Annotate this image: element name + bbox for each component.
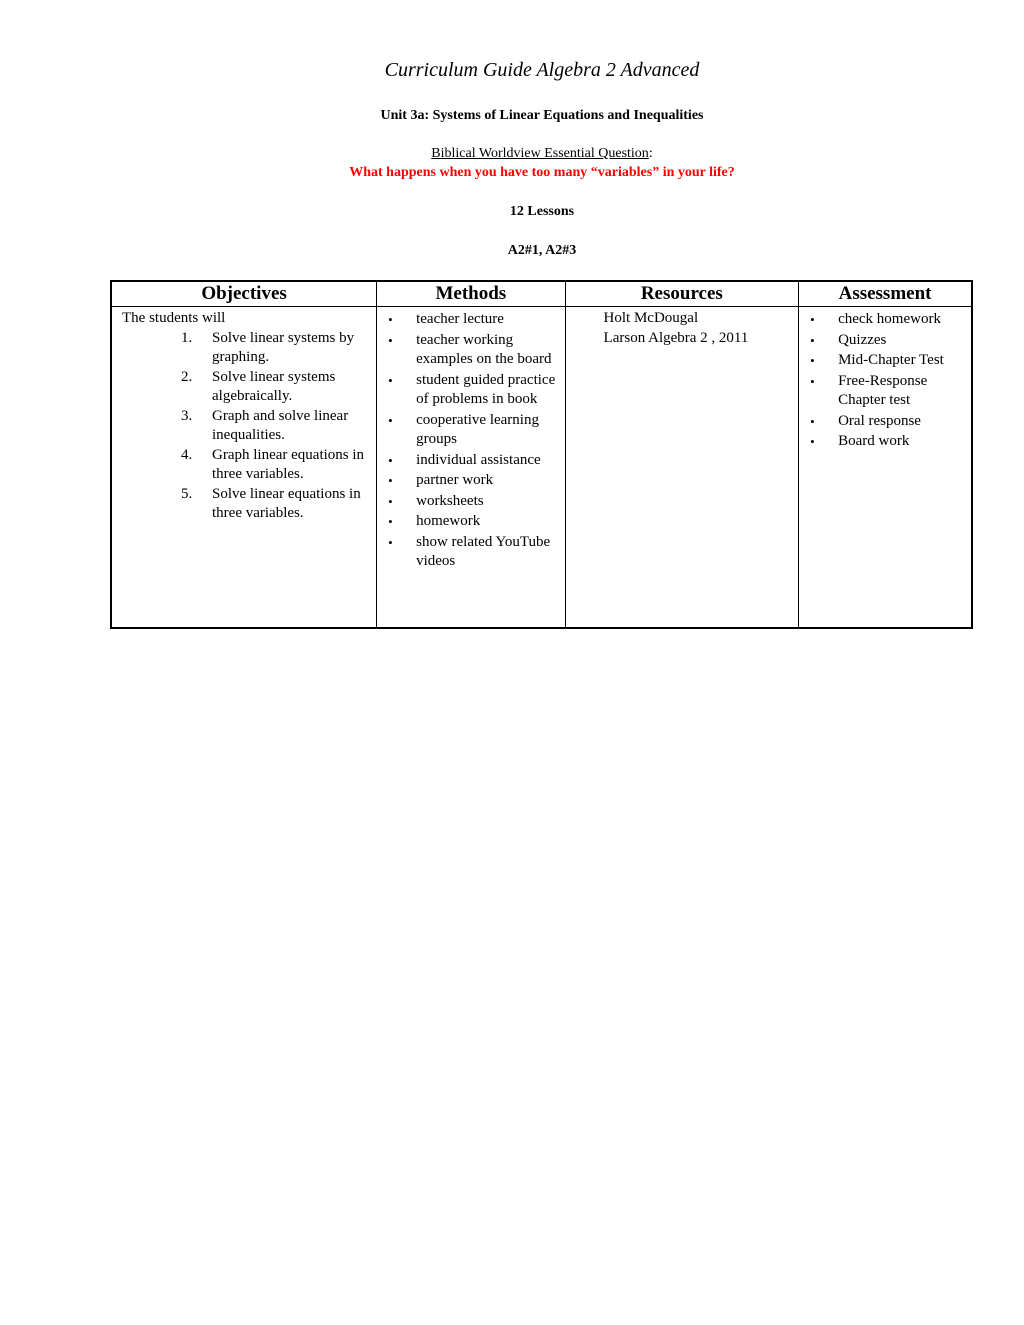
header-assessment: Assessment xyxy=(799,281,972,307)
resource-line: Holt McDougal xyxy=(603,310,699,326)
assessment-text: Oral response xyxy=(838,412,921,429)
header-methods: Methods xyxy=(377,281,565,307)
bullet-icon: • xyxy=(388,473,393,488)
method-text: student guided practice of problems in book xyxy=(416,371,556,407)
resources-cell xyxy=(565,307,799,629)
objective-number: 3. xyxy=(181,407,193,424)
assessment-item xyxy=(799,412,968,432)
bullet-icon: • xyxy=(810,373,815,389)
objective-number: 4. xyxy=(181,446,193,463)
method-item xyxy=(377,451,564,471)
objective-number: 2. xyxy=(181,368,193,385)
objective-item xyxy=(112,329,368,368)
method-text: homework xyxy=(416,513,481,529)
objective-text: Graph and solve linear inequalities. xyxy=(212,407,349,443)
objective-item xyxy=(112,485,368,524)
objective-text: Solve linear systems by graphing. xyxy=(212,329,355,365)
objectives-list xyxy=(112,329,376,524)
method-item xyxy=(377,512,564,532)
header-resources: Resources xyxy=(565,281,799,307)
method-text: teacher lecture xyxy=(416,311,504,327)
lessons-count: 12 Lessons xyxy=(509,204,575,219)
assessment-text: check homework xyxy=(838,311,941,327)
worldview-question: What happens when you have too many “variables” in your life? xyxy=(349,165,735,180)
assessment-item xyxy=(799,351,968,371)
bullet-icon: • xyxy=(388,412,393,428)
method-item xyxy=(377,471,564,491)
objectives-intro: The students will xyxy=(122,310,226,326)
worldview-colon: : xyxy=(648,146,653,161)
bullet-icon: • xyxy=(388,534,393,550)
method-text: partner work xyxy=(416,472,494,488)
bullet-icon: • xyxy=(388,493,393,509)
bullet-icon: • xyxy=(388,514,393,529)
methods-list xyxy=(377,307,564,572)
objective-item xyxy=(112,446,368,485)
objective-item xyxy=(112,368,368,407)
bullet-icon: • xyxy=(388,312,393,327)
method-text: teacher working examples on the board xyxy=(416,331,552,367)
assessment-item xyxy=(799,331,968,351)
objective-text: Solve linear systems algebraically. xyxy=(212,368,336,404)
bullet-icon: • xyxy=(810,312,815,327)
bullet-icon: • xyxy=(388,332,393,348)
method-item xyxy=(377,533,564,572)
method-item xyxy=(377,411,564,450)
assessment-item xyxy=(799,310,968,330)
assessment-text: Board work xyxy=(838,433,910,449)
header-objectives: Objectives xyxy=(111,281,377,307)
bullet-icon: • xyxy=(388,452,393,468)
objectives-cell xyxy=(111,307,377,629)
bullet-icon: • xyxy=(810,353,815,368)
bullet-icon: • xyxy=(810,413,815,429)
table-header-row xyxy=(111,281,972,307)
method-item xyxy=(377,371,564,410)
objective-text: Graph linear equations in three variables. xyxy=(212,446,365,482)
assessment-item xyxy=(799,372,968,411)
assessment-text: Quizzes xyxy=(838,331,887,348)
method-item xyxy=(377,310,564,330)
curriculum-table xyxy=(110,280,973,629)
table-body-row xyxy=(111,307,972,629)
assessment-list xyxy=(799,307,971,452)
methods-cell xyxy=(377,307,565,629)
objective-number: 5. xyxy=(181,485,193,502)
resource-line: Larson Algebra 2 , 2011 xyxy=(603,329,749,346)
bullet-icon: • xyxy=(388,372,393,388)
resources-text xyxy=(566,307,799,348)
objective-number: 1. xyxy=(181,329,193,346)
method-text: cooperative learning groups xyxy=(416,411,539,447)
assessment-item xyxy=(799,432,968,452)
bullet-icon: • xyxy=(810,434,815,449)
assessment-cell xyxy=(799,307,972,629)
bullet-icon: • xyxy=(810,332,815,348)
objective-text: Solve linear equations in three variables. xyxy=(212,485,361,521)
method-item xyxy=(377,331,564,370)
method-text: individual assistance xyxy=(416,451,541,468)
standards-codes: A2#1, A2#3 xyxy=(507,243,577,258)
unit-heading: Unit 3a: Systems of Linear Equations and Inequalities xyxy=(380,108,704,123)
worldview-label-text: Biblical Worldview Essential Question xyxy=(431,146,649,161)
worldview-label xyxy=(0,146,1024,162)
method-item xyxy=(377,492,564,512)
objective-item xyxy=(112,407,368,446)
document-title: Curriculum Guide Algebra 2 Advanced xyxy=(384,59,700,81)
assessment-text: Free-Response Chapter test xyxy=(838,372,928,408)
method-text: worksheets xyxy=(416,492,484,509)
assessment-text: Mid-Chapter Test xyxy=(838,352,944,368)
method-text: show related YouTube videos xyxy=(416,533,551,569)
